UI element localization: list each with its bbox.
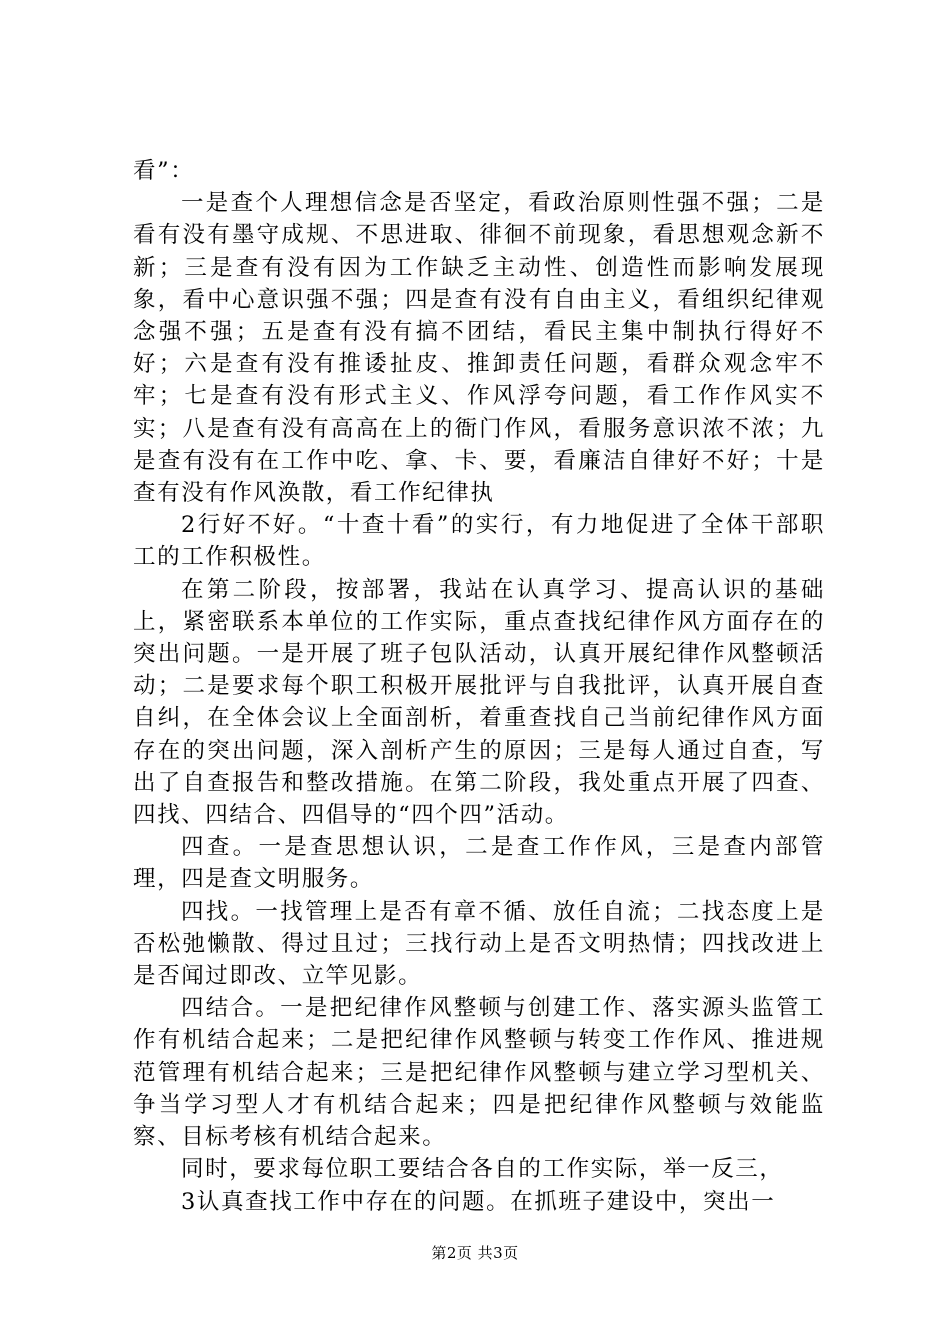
paragraph-team-building: 3认真查找工作中存在的问题。在抓班子建设中，突出一 <box>181 1188 776 1215</box>
paragraph-ten-checks-result: 2行好不好。“十查十看”的实行，有力地促进了全体干部职工的工作积极性。 <box>133 512 825 571</box>
page-number-footer: 第2页 共3页 <box>431 1244 519 1262</box>
paragraph-ten-checks: 一是查个人理想信念是否坚定，看政治原则性强不强；二是看有没有墨守成规、不思进取、徘徊不前现象，看思想观念新不新；三是查有没有因为工作缺乏主动性、创造性而影响发展现象，看中心意识强不强；四是查有没有自由主义，看组织纪律观念强不强；五是查有没有搞不团结，看民主集中制执行得好不好；六是查有没有推诿扯皮、推卸责任问题，看群众观念牢不牢；七是查有没有形式主义、作风浮夸问题，看工作作风实不实；八是查有没有高高在上的衙门作风，看服务意识浓不浓；九是查有没有在工作中吃、拿、卡、要，看廉洁自律好不好；十是查有没有作风涣散，看工作纪律执 <box>133 190 825 507</box>
paragraph-second-stage: 在第二阶段，按部署，我站在认真学习、提高认识的基础上，紧密联系本单位的工作实际，重点查找纪律作风方面存在的突出问题。一是开展了班子包队活动，认真开展纪律作风整顿活动；二是要求每个职工积极开展批评与自我批评，认真开展自查自纠，在全体会议上全面剖析，着重查找自己当前纪律作风方面存在的突出问题，深入剖析产生的原因；三是每人通过自查，写出了自查报告和整改措施。在第二阶段，我处重点开展了四查、四找、四结合、四倡导的“四个四”活动。 <box>133 576 825 829</box>
paragraph-continuation: 看”： <box>133 158 195 184</box>
paragraph-four-combines: 四结合。一是把纪律作风整顿与创建工作、落实源头监管工作有机结合起来；二是把纪律作风整顿与转变工作作风、推进规范管理有机结合起来；三是把纪律作风整顿与建立学习型机关、争当学习型人才有机结合起来；四是把纪律作风整顿与效能监察、目标考核有机结合起来。 <box>133 995 825 1151</box>
paragraph-four-checks: 四查。一是查思想认识，二是查工作作风，三是查内部管理，四是查文明服务。 <box>133 834 825 893</box>
paragraph-staff-requirement: 同时，要求每位职工要结合各自的工作实际，举一反三， <box>181 1156 784 1183</box>
document-body <box>133 155 825 1218</box>
paragraph-four-finds: 四找。一找管理上是否有章不循、放任自流；二找态度上是否松弛懒散、得过且过；三找行动上是否文明热情；四找改进上是否闻过即改、立竿见影。 <box>133 898 825 990</box>
